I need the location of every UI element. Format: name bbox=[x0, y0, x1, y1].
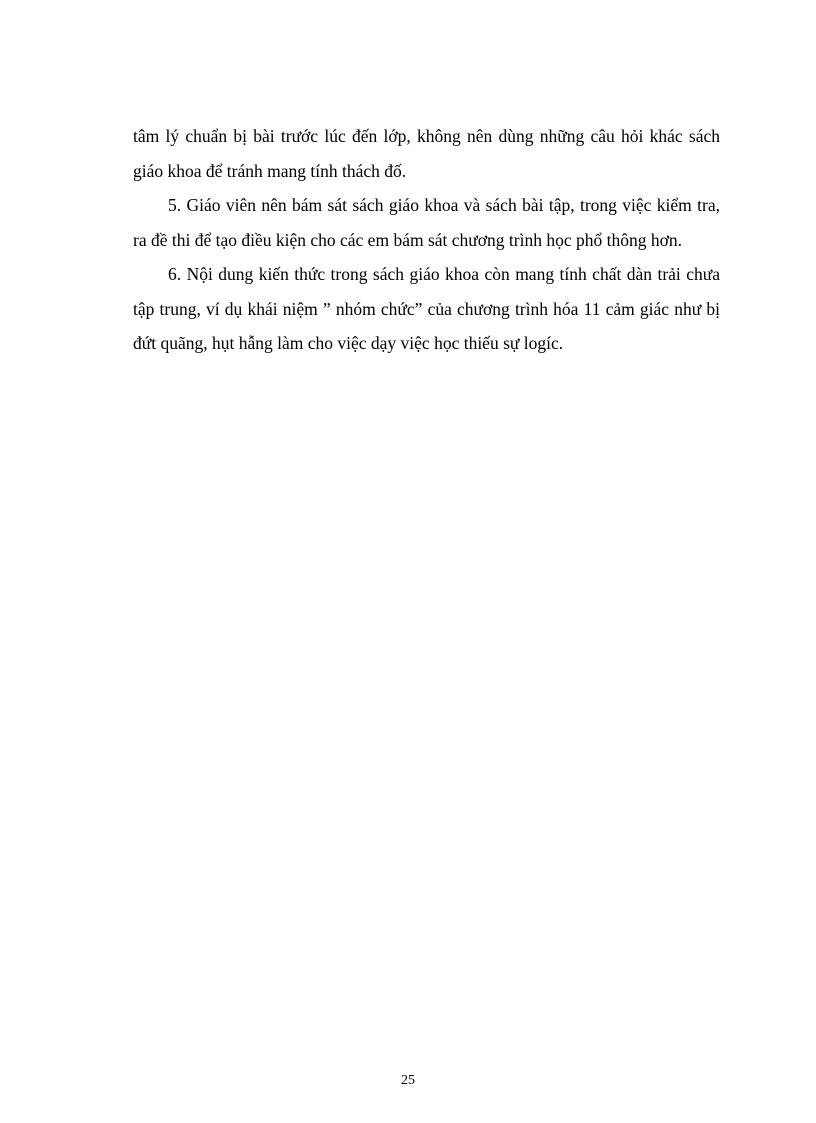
paragraph-continuation: tâm lý chuẩn bị bài trước lúc đến lớp, không nên dùng những câu hỏi khác sách giáo khoa để tránh mang tính thách đố. bbox=[133, 126, 720, 181]
paragraph-item-6: 6. Nội dung kiến thức trong sách giáo khoa còn mang tính chất dàn trải chưa tập trung, ví dụ khái niệm ” nhóm chức” của chương trình hóa 11 cảm giác như bị đứt quãng, hụt hẫng làm cho việc dạy việc học thiếu sự logíc. bbox=[133, 264, 720, 353]
paragraph-item-5: 5. Giáo viên nên bám sát sách giáo khoa và sách bài tập, trong việc kiểm tra, ra đề thi để tạo điều kiện cho các em bám sát chương trình học phổ thông hơn. bbox=[133, 195, 720, 250]
body-text bbox=[133, 119, 720, 361]
page-number: 25 bbox=[401, 1073, 415, 1088]
